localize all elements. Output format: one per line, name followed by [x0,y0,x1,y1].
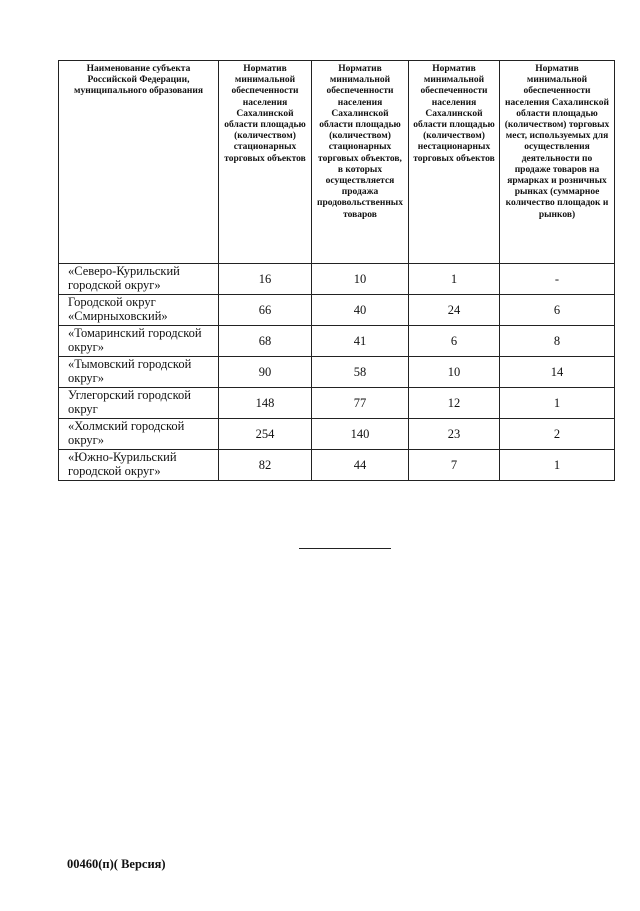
table-row [59,450,615,481]
table-row [59,419,615,450]
table-cell: 2 [500,419,615,450]
table-cell: 1 [500,388,615,419]
table-cell: 7 [409,450,500,481]
table-row [59,357,615,388]
table-cell: 40 [312,295,409,326]
table-header-row [59,61,615,264]
table-cell: 1 [500,450,615,481]
municipality-name: «Томаринский городской округ» [59,326,219,357]
municipality-name: «Южно-Курильский городской округ» [59,450,219,481]
table-cell: 254 [219,419,312,450]
table-cell: 10 [312,264,409,295]
table-row [59,388,615,419]
municipality-name: «Тымовский городской округ» [59,357,219,388]
table-row [59,264,615,295]
header-fair-market-places: Норматив минимальной обеспеченности населения Сахалинской области площадью (количеством) торговых мест, используемых для осуществления деятельности по продаже товаров на ярмарках и розничных рынках (суммарное количество площадок и рынков) [500,61,615,264]
table-cell: 140 [312,419,409,450]
header-nonstationary-objects: Норматив минимальной обеспеченности населения Сахалинской области площадью (количеством) нестационарных торговых объектов [409,61,500,264]
municipality-name: Углегорский городской округ [59,388,219,419]
table-cell: 10 [409,357,500,388]
table-cell: 77 [312,388,409,419]
table-cell: 41 [312,326,409,357]
table-cell: 66 [219,295,312,326]
table-cell: 58 [312,357,409,388]
normatives-table [58,60,615,481]
table-row [59,326,615,357]
table-cell: 148 [219,388,312,419]
header-food-objects: Норматив минимальной обеспеченности населения Сахалинской области площадью (количеством) стационарных торговых объектов, в которых осуществляется продажа продовольственных товаров [312,61,409,264]
end-of-document-rule [299,548,391,549]
table-cell: 44 [312,450,409,481]
table-cell: 24 [409,295,500,326]
table-cell: 6 [409,326,500,357]
header-stationary-objects: Норматив минимальной обеспеченности населения Сахалинской области площадью (количеством) стационарных торговых объектов [219,61,312,264]
table-cell: 6 [500,295,615,326]
table-cell: 90 [219,357,312,388]
municipality-name: «Северо-Курильский городской округ» [59,264,219,295]
municipality-name: Городской округ «Смирныховский» [59,295,219,326]
table-cell: 1 [409,264,500,295]
table-cell: - [500,264,615,295]
document-code: 00460(п)( Версия) [67,857,166,871]
municipality-name: «Холмский городской округ» [59,419,219,450]
table-cell: 82 [219,450,312,481]
header-municipality: Наименование субъекта Российской Федерации, муниципального образования [59,61,219,264]
table-cell: 14 [500,357,615,388]
table-row [59,295,615,326]
table-cell: 16 [219,264,312,295]
table-cell: 68 [219,326,312,357]
table-cell: 12 [409,388,500,419]
table-cell: 23 [409,419,500,450]
table-cell: 8 [500,326,615,357]
